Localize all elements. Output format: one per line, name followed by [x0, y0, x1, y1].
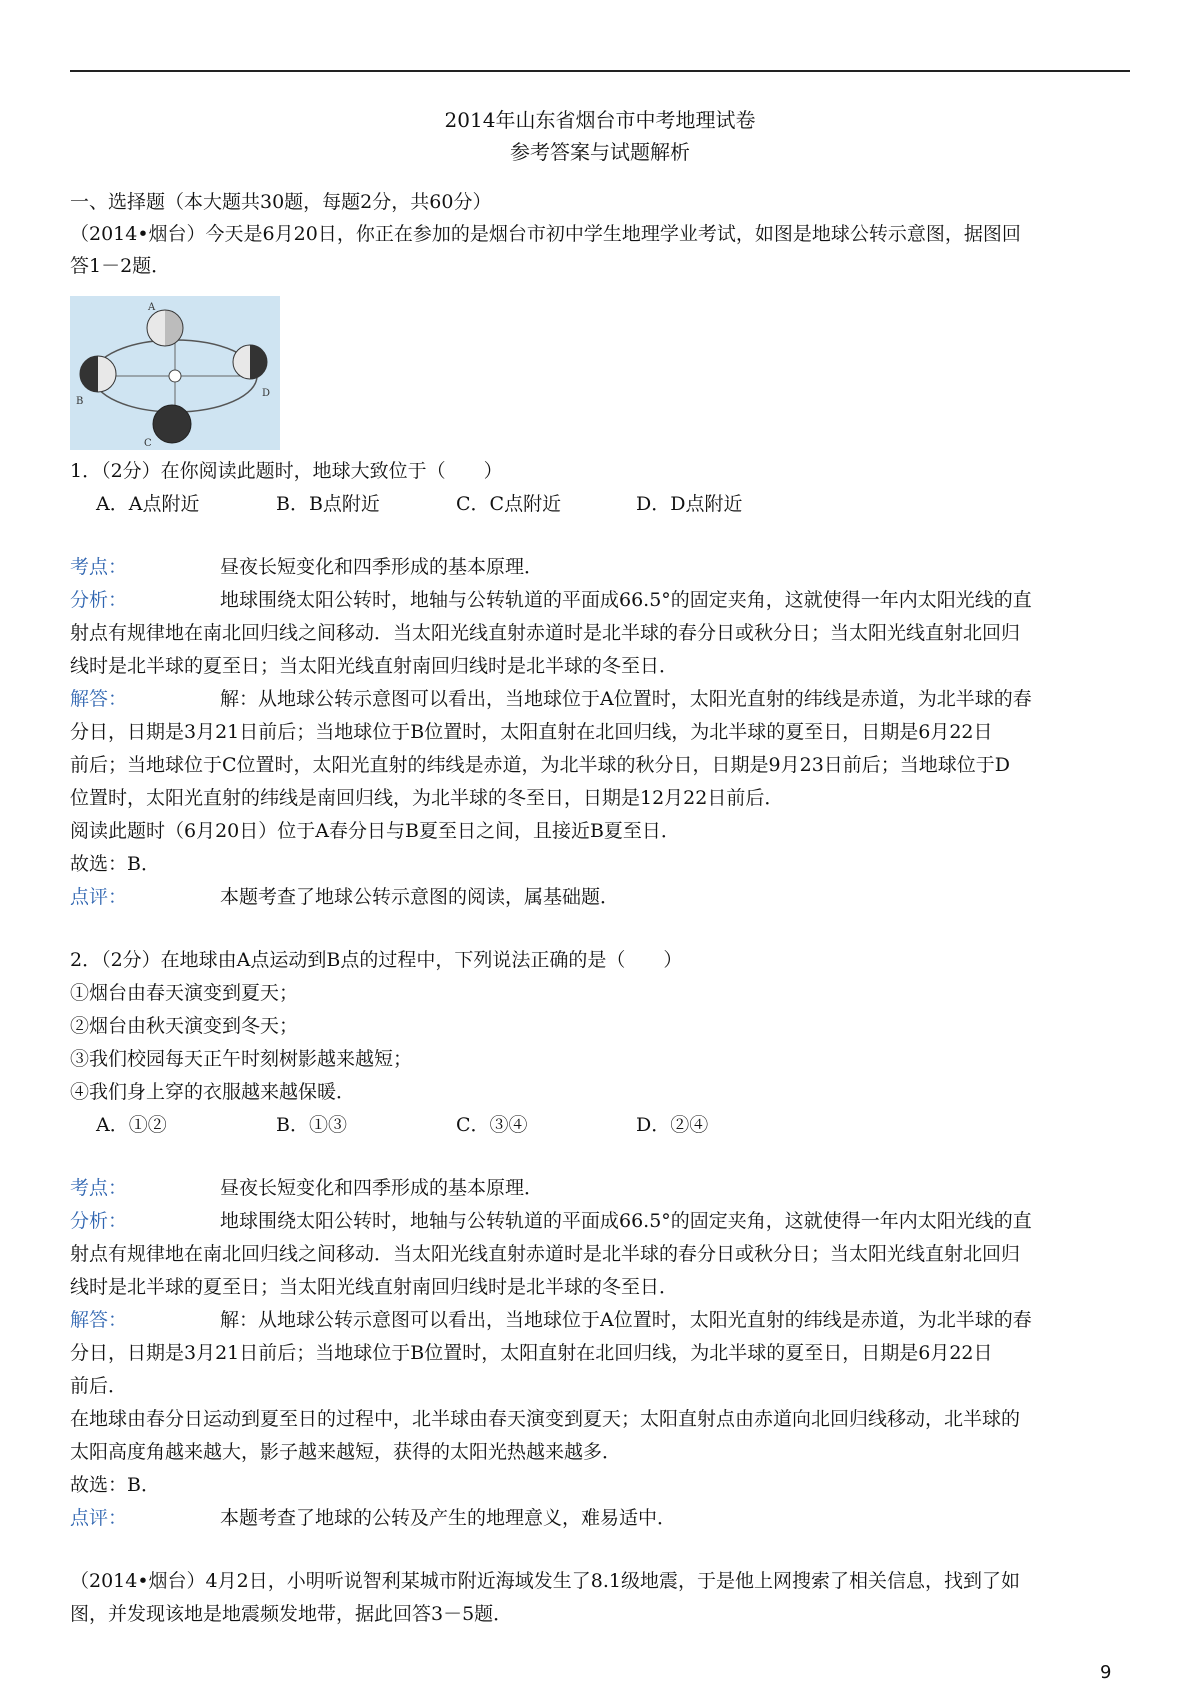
q2-jieda: 解答： 解：从地球公转示意图可以看出，当地球位于A位置时，太阳光直射的纬线是赤道，为北半球的春	[70, 1304, 1140, 1336]
figure-label-d: D	[262, 388, 271, 399]
q1-jieda-line: 分日，日期是3月21日前后；当地球位于B位置时，太阳直射在北回归线，为北半球的夏至日，日期是6月22日	[70, 721, 993, 743]
jieda-label: 解答：	[70, 688, 128, 710]
q1-stem: 1．（2分）在你阅读此题时，地球大致位于（ ）	[70, 460, 503, 482]
q2-jieda-line: 前后．	[70, 1375, 128, 1397]
q1-dianping: 点评： 本题考查了地球公转示意图的阅读，属基础题．	[70, 881, 1140, 913]
earth-revolution-figure	[70, 296, 280, 450]
section-heading: 一、选择题（本大题共30题，每题2分，共60分）	[70, 191, 492, 213]
fenxi-label: 分析：	[70, 1210, 128, 1232]
q2-item: ④我们身上穿的衣服越来越保暖．	[70, 1081, 356, 1103]
sun-icon	[169, 370, 181, 382]
q2-item: ①烟台由春天演变到夏天；	[70, 982, 299, 1004]
q1-jieda-line: 位置时，太阳光直射的纬线是南回归线，为北半球的冬至日，日期是12月22日前后．	[70, 787, 784, 809]
q1-kaodian: 考点： 昼夜长短变化和四季形成的基本原理．	[70, 551, 1140, 583]
kaodian-label: 考点：	[70, 1177, 128, 1199]
q2-jieda-line: 故选：B．	[70, 1474, 160, 1496]
intro1-line: 答1－2题．	[70, 255, 171, 277]
figure-label-b: B	[76, 396, 84, 407]
q2-fenxi-line: 线时是北半球的夏至日；当太阳光线直射南回归线时是北半球的冬至日．	[70, 1276, 679, 1298]
kaodian-label: 考点：	[70, 556, 128, 578]
q1-fenxi-line: 线时是北半球的夏至日；当太阳光线直射南回归线时是北半球的冬至日．	[70, 655, 679, 677]
earth-position-c	[153, 405, 191, 443]
doc-subtitle: 参考答案与试题解析	[510, 140, 690, 164]
intro2-line: 图，并发现该地是地震频发地带，据此回答3－5题．	[70, 1603, 513, 1625]
q2-jieda-line: 太阳高度角越来越大，影子越来越短，获得的太阳光热越来越多．	[70, 1441, 622, 1463]
q2-options	[96, 1109, 1166, 1141]
q2-dianping: 点评： 本题考查了地球的公转及产生的地理意义，难易适中．	[70, 1502, 1140, 1534]
dianping-label: 点评：	[70, 1507, 128, 1529]
q2-jieda-line: 在地球由春分日运动到夏至日的过程中，北半球由春天演变到夏天；太阳直射点由赤道向北回归线移动，北半球的	[70, 1408, 1021, 1430]
figure-label-c: C	[144, 438, 152, 449]
q1-option-d: D．D点附近	[636, 493, 743, 515]
doc-title: 2014年山东省烟台市中考地理试卷	[444, 108, 756, 132]
q2-item: ③我们校园每天正午时刻树影越来越短；	[70, 1048, 413, 1070]
fenxi-label: 分析：	[70, 589, 128, 611]
q1-jieda-line: 故选：B．	[70, 853, 160, 875]
figure-label-a: A	[148, 302, 156, 313]
jieda-label: 解答：	[70, 1309, 128, 1331]
q1-fenxi: 分析： 地球围绕太阳公转时，地轴与公转轨道的平面成66.5°的固定夹角，这就使得一年内太阳光线的直	[70, 584, 1140, 616]
q1-fenxi-line: 射点有规律地在南北回归线之间移动．当太阳光线直射赤道时是北半球的春分日或秋分日；当太阳光线直射北回归	[70, 622, 1021, 644]
header-rule	[70, 70, 1130, 72]
q1-jieda-line: 阅读此题时（6月20日）位于A春分日与B夏至日之间，且接近B夏至日．	[70, 820, 680, 842]
q2-fenxi-line: 射点有规律地在南北回归线之间移动．当太阳光线直射赤道时是北半球的春分日或秋分日；当太阳光线直射北回归	[70, 1243, 1021, 1265]
q2-option-d: D．②④	[636, 1114, 709, 1136]
q1-jieda-line: 前后；当地球位于C位置时，太阳光直射的纬线是赤道，为北半球的秋分日，日期是9月23日前后；当地球位于D	[70, 754, 1011, 776]
q1-option-c: C．C点附近	[456, 493, 562, 515]
q1-jieda: 解答： 解：从地球公转示意图可以看出，当地球位于A位置时，太阳光直射的纬线是赤道，为北半球的春	[70, 683, 1140, 715]
q2-jieda-line: 分日，日期是3月21日前后；当地球位于B位置时，太阳直射在北回归线，为北半球的夏至日，日期是6月22日	[70, 1342, 993, 1364]
q1-options	[96, 488, 1166, 520]
earth-orbit-diagram	[70, 296, 280, 450]
q1-option-b: B．B点附近	[276, 493, 380, 515]
q2-kaodian: 考点： 昼夜长短变化和四季形成的基本原理．	[70, 1172, 1140, 1204]
q2-option-a: A．①②	[96, 1114, 167, 1136]
q2-fenxi: 分析： 地球围绕太阳公转时，地轴与公转轨道的平面成66.5°的固定夹角，这就使得一年内太阳光线的直	[70, 1205, 1140, 1237]
q2-stem: 2．（2分）在地球由A点运动到B点的过程中，下列说法正确的是（ ）	[70, 949, 683, 971]
q2-option-c: C．③④	[456, 1114, 528, 1136]
dianping-label: 点评：	[70, 886, 128, 908]
page-number: 9	[1100, 1662, 1112, 1683]
q2-option-b: B．①③	[276, 1114, 347, 1136]
intro2-line: （2014•烟台）4月2日，小明听说智利某城市附近海域发生了8.1级地震，于是他上网搜索了相关信息，找到了如	[70, 1570, 1020, 1592]
intro1-line: （2014•烟台）今天是6月20日，你正在参加的是烟台市初中学生地理学业考试，如图是地球公转示意图，据图回	[70, 223, 1021, 245]
q2-item: ②烟台由秋天演变到冬天；	[70, 1015, 299, 1037]
q1-option-a: A．A点附近	[96, 493, 200, 515]
